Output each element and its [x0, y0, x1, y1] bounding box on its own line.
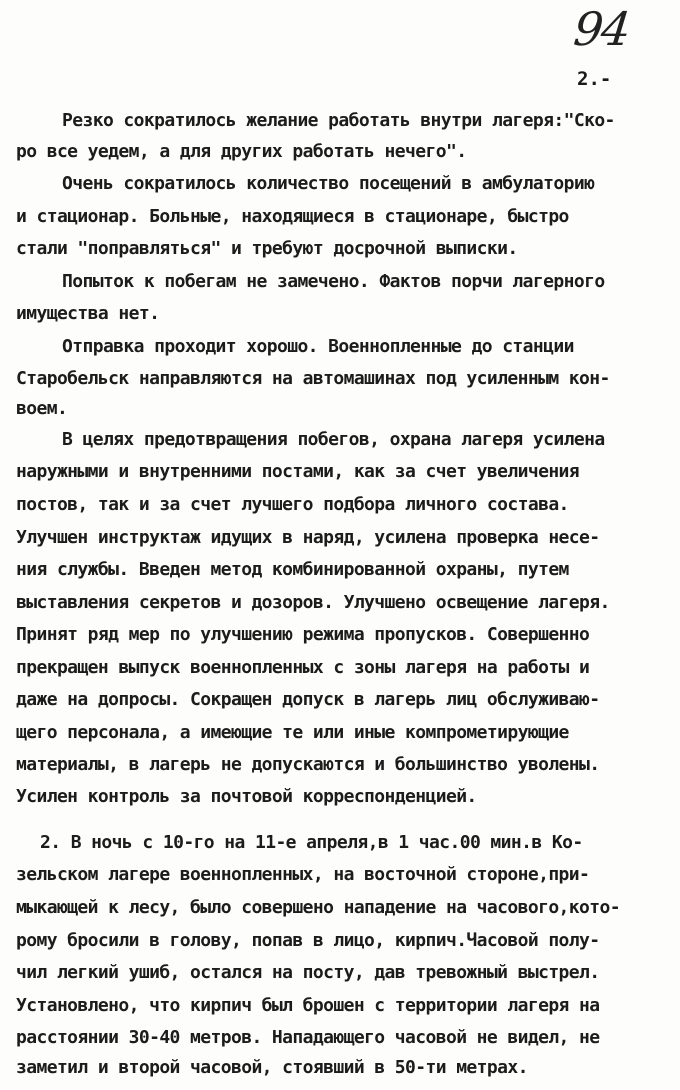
text-line: прекращен выпуск военнопленных с зоны лагеря на работы и [16, 657, 590, 678]
text-line: зельском лагере военнопленных, на восточной стороне,при- [16, 864, 590, 885]
text-line: рому бросили в голову, попав в лицо, кирпич.Часовой полу- [16, 930, 600, 951]
text-line: ния службы. Введен метод комбинированной охраны, путем [16, 559, 569, 580]
text-line: Старобельск направляются на автомашинах под усиленным кон- [16, 368, 610, 389]
text-line: Отправка проходит хорошо. Военнопленные до станции [62, 336, 574, 357]
text-line: имущества нет. [16, 303, 160, 324]
text-line: воем. [16, 398, 68, 419]
text-line: заметил и второй часовой, стоявший в 50-ти метрах. [16, 1057, 528, 1078]
text-line: ро все уедем, а для других работать нечего". [16, 141, 467, 162]
text-line: Резко сократилось желание работать внутри лагеря:"Ско- [62, 110, 615, 131]
text-line: даже на допросы. Сокращен допуск в лагерь лиц обслуживаю- [16, 689, 600, 710]
text-line: Попыток к побегам не замечено. Фактов порчи лагерного [62, 271, 605, 292]
text-line: расстоянии 30-40 метров. Нападающего часовой не видел, не [16, 1027, 600, 1048]
text-line: наружными и внутренними постами, как за счет увеличения [16, 461, 580, 482]
text-line: Усилен контроль за почтовой корреспонденцией. [16, 786, 477, 807]
text-line: стали "поправляться" и требуют досрочной выписки. [16, 238, 518, 259]
text-line: В целях предотвращения побегов, охрана лагеря усилена [62, 429, 605, 450]
text-line: Улучшен инструктаж идущих в наряд, усилена проверка несе- [16, 527, 600, 548]
page-number: 2.- [577, 68, 612, 90]
text-line: выставления секретов и дозоров. Улучшено освещение лагеря. [16, 592, 610, 613]
text-line: и стационар. Больные, находящиеся в стационаре, быстро [16, 206, 569, 227]
text-line: щего персонала, а имеющие те или иные компрометирующие [16, 722, 569, 743]
text-line: постов, так и за счет лучшего подбора личного состава. [16, 494, 569, 515]
handwritten-folio-number: 94 [571, 2, 632, 56]
text-line: чил легкий ушиб, остался на посту, дав тревожный выстрел. [16, 962, 600, 983]
text-line: материалы, в лагерь не допускаются и большинство уволены. [16, 754, 600, 775]
text-line: Принят ряд мер по улучшению режима пропусков. Совершенно [16, 624, 590, 645]
text-line: Очень сократилось количество посещений в амбулаторию [62, 173, 595, 194]
text-line: 2. В ночь с 10-го на 11-е апреля,в 1 час.00 мин.в Ко- [40, 832, 583, 853]
text-line: Установлено, что кирпич был брошен с территории лагеря на [16, 995, 600, 1016]
text-line: мыкающей к лесу, было совершено нападение на часового,кото- [16, 897, 620, 918]
